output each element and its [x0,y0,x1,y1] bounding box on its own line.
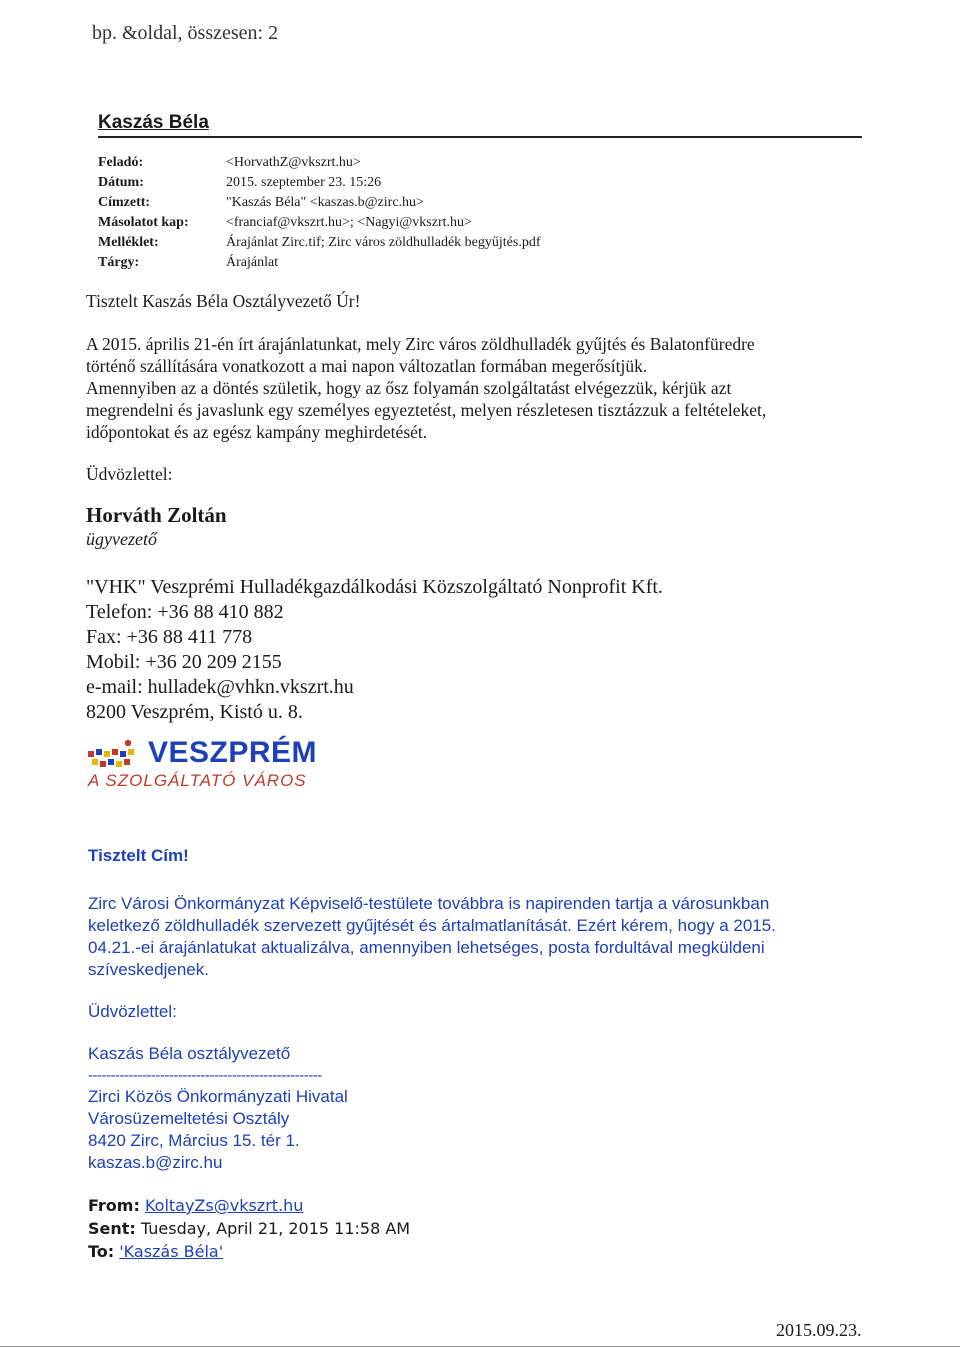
reply-line: időpontokat és az egész kampány meghirdetését. [86,422,428,442]
header-value-to: "Kaszás Béla" <kaszas.b@zirc.hu> [226,195,424,210]
header-label-date: Dátum: [98,175,144,190]
header-label-cc: Másolatot kap: [98,215,189,230]
request-department: Városüzemeltetési Osztály [88,1109,290,1128]
forward-to-link[interactable]: 'Kaszás Béla' [119,1242,224,1261]
signature-email: e-mail: hulladek@vhkn.vkszrt.hu [86,676,354,698]
sender-heading: Kaszás Béla [98,112,209,133]
signature-phone: Telefon: +36 88 410 882 [86,601,284,623]
signature-role: ügyvezető [86,529,157,549]
reply-closing: Üdvözlettel: [86,464,173,484]
reply-salutation: Tisztelt Kaszás Béla Osztályvezető Úr! [86,291,361,311]
request-line: szíveskedjenek. [88,960,209,979]
request-line: Zirc Városi Önkormányzat Képviselő-testülete továbbra is napirenden tartja a városunkban [88,894,770,913]
forward-from [88,1196,303,1215]
forward-from-label: From: [88,1196,140,1215]
logo-wordmark: VESZPRÉM [148,736,318,769]
header-value-cc: <franciaf@vkszrt.hu>; <Nagyi@vkszrt.hu> [226,215,472,230]
header-value-from: <HorvathZ@vkszrt.hu> [226,155,361,170]
header-value-subject: Árajánlat [226,255,279,270]
signature-mobile: Mobil: +36 20 209 2155 [86,651,282,673]
forward-from-link[interactable]: KoltayZs@vkszrt.hu [144,1196,304,1215]
forward-to-label: To: [88,1242,115,1261]
signature-name: Horváth Zoltán [86,503,227,527]
header-label-from: Feladó: [98,155,144,170]
signature-company: "VHK" Veszprémi Hulladékgazdálkodási Közszolgáltató Nonprofit Kft. [86,576,663,598]
footer-divider [0,1346,960,1347]
header-value-date: 2015. szeptember 23. 15:26 [226,175,382,190]
request-office: Zirci Közös Önkormányzati Hivatal [88,1087,348,1106]
request-greeting: Tisztelt Cím! [88,846,189,865]
reply-line: megrendelni és javaslunk egy személyes egyeztetést, melyen részletesen tisztázzuk a feltételeket, [86,400,767,420]
heading-divider [98,136,862,138]
forward-to [88,1242,223,1261]
reply-line: A 2015. április 21-én írt árajánlatunkat, mely Zirc város zöldhulladék gyűjtés és Balatonfüredre [86,334,755,354]
forward-sent-value: Tuesday, April 21, 2015 11:58 AM [140,1219,411,1238]
header-label-subject: Tárgy: [98,255,140,270]
forward-sent [88,1219,410,1238]
signature-address: 8200 Veszprém, Kistó u. 8. [86,701,303,723]
header-label-to: Címzett: [98,195,151,210]
signature-fax: Fax: +36 88 411 778 [86,626,253,648]
header-value-attachment: Árajánlat Zirc.tif; Zirc város zöldhulladék begyűjtés.pdf [226,235,541,250]
request-line: 04.21.-ei árajánlatukat aktualizálva, amennyiben lehetséges, posta fordultával megküldeni [88,938,765,957]
request-address: 8420 Zirc, Március 15. tér 1. [88,1131,300,1150]
header-label-attachment: Melléklet: [98,235,159,250]
page-header: bp. &oldal, összesen: 2 [92,22,279,44]
forward-sent-label: Sent: [88,1219,136,1238]
request-line: keletkező zöldhulladék szervezett gyűjtését és ártalmatlanítását. Ezért kérem, hogy a 2015. [88,916,776,935]
reply-line: Amennyiben az a döntés születik, hogy az ősz folyamán szolgáltatást elvégezzük, kérjük azt [86,378,732,398]
reply-line: történő szállítására vonatkozott a mai napon változatlan formában megerősítjük. [86,356,648,376]
footer-date: 2015.09.23. [776,1320,862,1340]
request-email: kaszas.b@zirc.hu [88,1153,223,1172]
request-signature-name: Kaszás Béla osztályvezető [88,1044,291,1063]
request-separator: ---------------------------------------------------- [88,1067,322,1084]
veszprem-crown-icon [86,739,140,771]
logo-tagline: A SZOLGÁLTATÓ VÁROS [88,771,307,790]
request-closing: Üdvözlettel: [88,1002,177,1021]
